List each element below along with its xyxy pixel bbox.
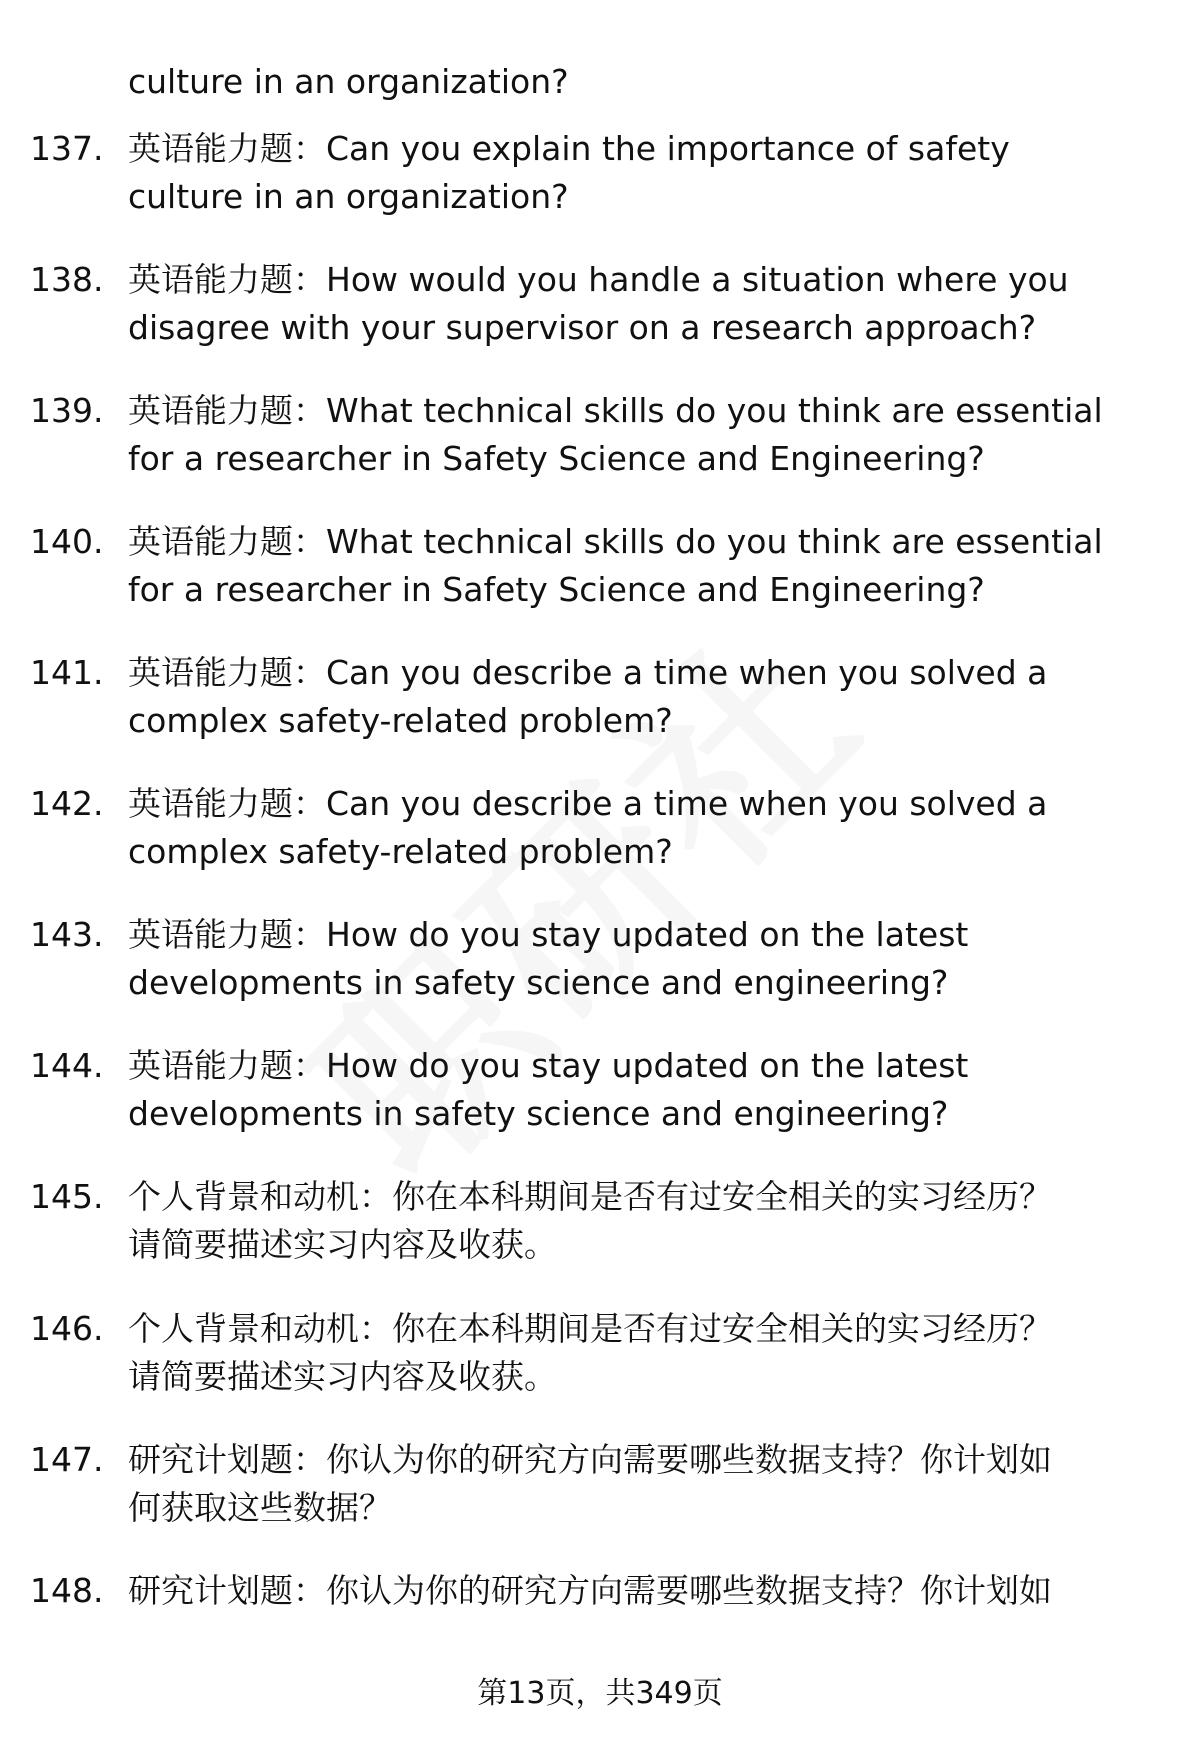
question-text — [128, 387, 1170, 483]
question-text — [128, 1436, 1170, 1532]
question-number: 137. — [30, 129, 104, 168]
page-number-footer: 第13页，共349页 — [477, 1676, 723, 1711]
question-number: 144. — [30, 1046, 104, 1085]
question-line: developments in safety science and engineering? — [128, 963, 949, 1002]
question-text — [128, 780, 1170, 876]
question-line: 英语能力题：How do you stay updated on the latest — [128, 915, 969, 954]
question-text — [128, 649, 1170, 745]
question-line: 英语能力题：How would you handle a situation where you — [128, 260, 1069, 299]
question-item — [30, 518, 1170, 614]
question-line: 个人背景和动机：你在本科期间是否有过安全相关的实习经历？ — [128, 1309, 1052, 1348]
question-number: 140. — [30, 522, 104, 561]
question-line: 英语能力题：How do you stay updated on the latest — [128, 1046, 969, 1085]
question-line: for a researcher in Safety Science and Engineering? — [128, 439, 985, 478]
question-line: culture in an organization? — [128, 177, 569, 216]
question-item — [30, 1042, 1170, 1138]
question-line: 个人背景和动机：你在本科期间是否有过安全相关的实习经历？ — [128, 1177, 1052, 1216]
question-line: for a researcher in Safety Science and Engineering? — [128, 570, 985, 609]
question-line: 英语能力题：Can you describe a time when you solved a — [128, 784, 1048, 823]
question-text — [128, 1305, 1170, 1401]
question-number: 147. — [30, 1440, 104, 1479]
question-line: complex safety-related problem? — [128, 832, 673, 871]
question-number: 141. — [30, 653, 104, 692]
question-text — [128, 256, 1170, 352]
question-text — [128, 1173, 1170, 1269]
question-number: 148. — [30, 1571, 104, 1610]
question-text — [128, 1042, 1170, 1138]
question-line: 英语能力题：What technical skills do you think are essential — [128, 391, 1103, 430]
question-line: complex safety-related problem? — [128, 701, 673, 740]
question-text — [128, 1567, 1170, 1615]
question-item — [30, 1305, 1170, 1401]
question-line: 请简要描述实习内容及收获。 — [128, 1225, 557, 1264]
question-item — [30, 1567, 1170, 1615]
question-number: 138. — [30, 260, 104, 299]
question-item — [30, 1173, 1170, 1269]
question-text — [128, 518, 1170, 614]
question-item — [30, 911, 1170, 1007]
question-item — [30, 256, 1170, 352]
question-line: 研究计划题：你认为你的研究方向需要哪些数据支持？你计划如 — [128, 1571, 1052, 1610]
question-number: 146. — [30, 1309, 104, 1348]
question-item — [30, 1436, 1170, 1532]
continuation-line: culture in an organization? — [128, 62, 569, 101]
question-number: 142. — [30, 784, 104, 823]
question-number: 139. — [30, 391, 104, 430]
question-line: 英语能力题：Can you explain the importance of safety — [128, 129, 1010, 168]
question-line: 何获取这些数据？ — [128, 1488, 392, 1527]
question-line: 研究计划题：你认为你的研究方向需要哪些数据支持？你计划如 — [128, 1440, 1052, 1479]
question-line: developments in safety science and engineering? — [128, 1094, 949, 1133]
question-text — [128, 911, 1170, 1007]
question-line: 请简要描述实习内容及收获。 — [128, 1357, 557, 1396]
question-item — [30, 387, 1170, 483]
question-line: 英语能力题：What technical skills do you think are essential — [128, 522, 1103, 561]
question-number: 143. — [30, 915, 104, 954]
question-number: 145. — [30, 1177, 104, 1216]
question-item — [30, 649, 1170, 745]
question-text — [128, 125, 1170, 221]
question-line: disagree with your supervisor on a research approach? — [128, 308, 1037, 347]
question-item — [30, 125, 1170, 221]
question-line: 英语能力题：Can you describe a time when you solved a — [128, 653, 1048, 692]
question-item — [30, 780, 1170, 876]
